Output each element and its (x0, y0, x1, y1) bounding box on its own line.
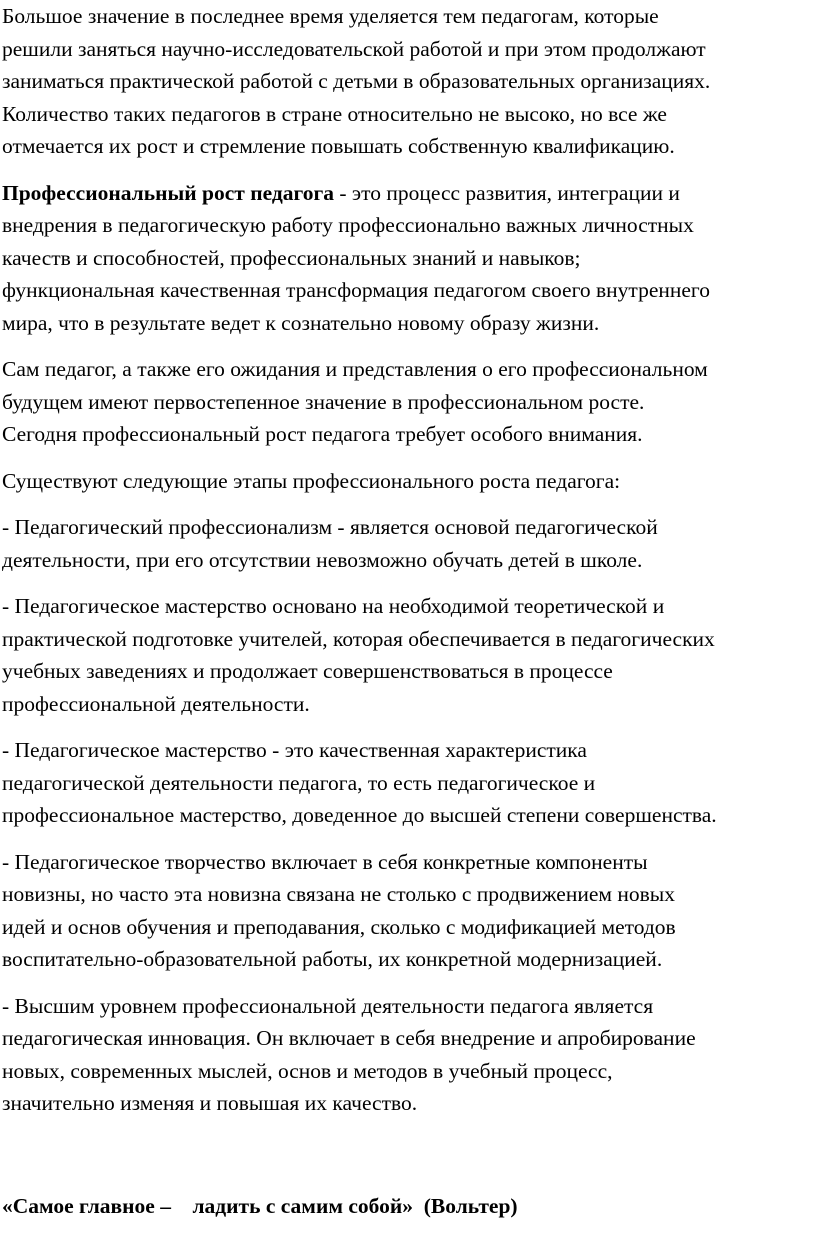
text-line: идей и основ обучения и преподавания, сколько с модификацией методов (2, 914, 676, 939)
text-line (2, 177, 816, 210)
text-line: Большое значение в последнее время уделяется тем педагогам, которые (2, 4, 659, 28)
text-line: внедрения в педагогическую работу профессионально важных личностных (2, 213, 694, 237)
text-line: качеств и способностей, профессиональных знаний и навыков; (2, 245, 581, 270)
text-line: воспитательно-образовательной работы, их конкретной модернизацией. (2, 947, 663, 971)
text-line: отмечается их рост и стремление повышать собственную квалификацию. (2, 134, 675, 158)
paragraph-definition (2, 177, 816, 340)
text-line: - Педагогическое мастерство - это качественная характеристика (2, 738, 587, 762)
paragraph-teacher-expectations (2, 353, 816, 451)
text-line: учебных заведениях и продолжает совершенствоваться в процессе (2, 659, 613, 683)
text-line: педагогическая инновация. Он включает в себя внедрение и апробирование (2, 1026, 696, 1050)
text-line: новых, современных мыслей, основ и методов в учебный процесс, (2, 1058, 613, 1083)
text-line: значительно изменяя и повышая их качество. (2, 1091, 418, 1115)
text-line: профессиональное мастерство, доведенное до высшей степени совершенства. (2, 803, 717, 827)
text-line: Существуют следующие этапы профессионального роста педагога: (2, 468, 621, 493)
list-item-professionalism (2, 511, 816, 576)
text-line: профессиональной деятельности. (2, 691, 310, 716)
list-item-innovation (2, 990, 816, 1120)
list-item-mastery-training (2, 590, 816, 720)
text-line: будущем имеют первостепенное значение в профессиональном росте. (2, 389, 645, 414)
definition-start: - это процесс развития, интеграции и (333, 180, 680, 205)
text-line: решили заняться научно-исследовательской работой и при этом продолжают (2, 36, 706, 61)
closing-quote: «Самое главное – ладить с самим собой» (Вольтер) (2, 1194, 518, 1218)
text-line: деятельности, при его отсутствии невозможно обучать детей в школе. (2, 547, 643, 572)
text-line: практической подготовке учителей, которая обеспечивается в педагогических (2, 626, 715, 651)
text-line: - Педагогическое творчество включает в себя конкретные компоненты (2, 849, 648, 874)
text-line: Сегодня профессиональный рост педагога требует особого внимания. (2, 422, 643, 446)
text-line: педагогической деятельности педагога, то есть педагогическое и (2, 770, 596, 795)
defined-term: Профессиональный рост педагога (2, 180, 334, 205)
text-line: Количество таких педагогов в стране относительно не высоко, но все же (2, 101, 667, 126)
text-line: заниматься практической работой с детьми в образовательных организациях. (2, 69, 711, 93)
text-line: Сам педагог, а также его ожидания и представления о его профессиональном (2, 357, 708, 381)
text-line: - Высшим уровнем профессиональной деятельности педагога является (2, 993, 654, 1018)
text-line: новизны, но часто эта новизна связана не столько с продвижением новых (2, 882, 675, 906)
paragraph-stages-intro (2, 465, 816, 498)
text-line: - Педагогическое мастерство основано на необходимой теоретической и (2, 594, 665, 618)
text-line: мира, что в результате ведет к сознательно новому образу жизни. (2, 310, 600, 335)
list-item-creativity (2, 846, 816, 976)
paragraph-intro (2, 0, 816, 163)
text-line: функциональная качественная трансформация педагогом своего внутреннего (2, 278, 710, 302)
text-line: - Педагогический профессионализм - является основой педагогической (2, 515, 658, 539)
list-item-mastery-definition (2, 734, 816, 832)
